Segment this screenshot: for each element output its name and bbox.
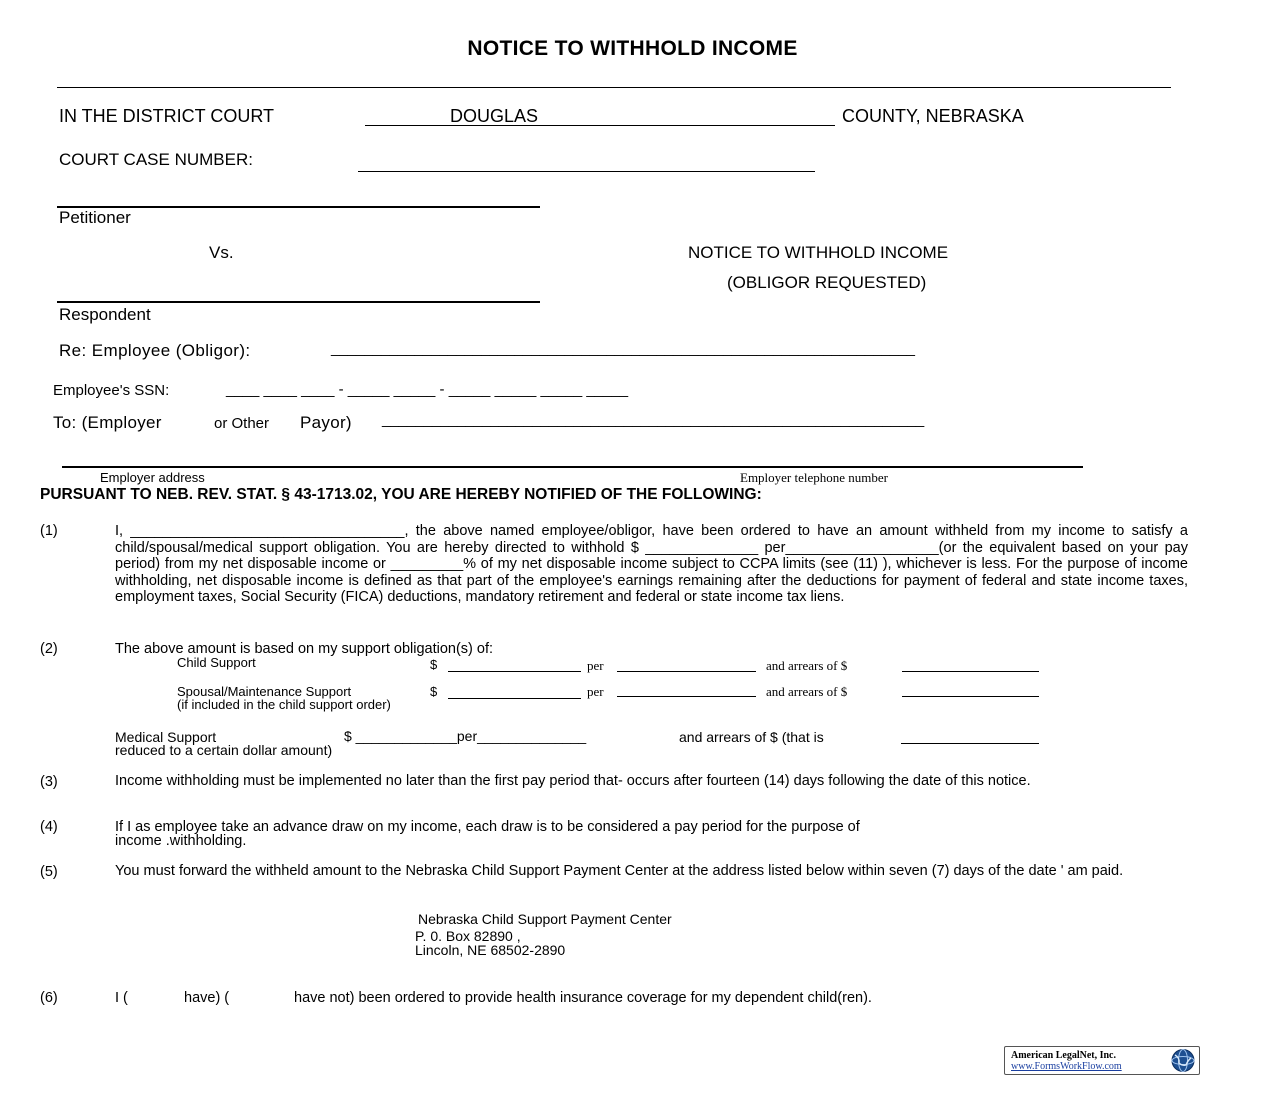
case-number-label: COURT CASE NUMBER: [59, 150, 253, 169]
item-5-text: You must forward the withheld amount to the Nebraska Child Support Payment Center at the address listed below within seven (7) days of the date ' am paid. [115, 863, 1124, 879]
item-3-text: Income withholding must be implemented no later than the first pay period that- occurs after fourteen (14) days following the date of this notice. [115, 773, 1031, 789]
document-title: NOTICE TO WITHHOLD INCOME [467, 37, 798, 60]
spousal-support-label: Spousal/Maintenance Support [177, 684, 352, 699]
item-6-number: (6) [40, 990, 58, 1006]
payment-center-city: Lincoln, NE 68502-2890 [415, 942, 566, 958]
child-support-dollar: $ [430, 657, 438, 672]
employer-address-field[interactable] [62, 466, 1083, 468]
item-5-number: (5) [40, 864, 58, 880]
medical-support-note: reduced to a certain dollar amount) [115, 742, 333, 758]
child-support-per: per [587, 658, 604, 673]
notice-title-right: NOTICE TO WITHHOLD INCOME [688, 243, 949, 262]
medical-support-field[interactable]: $ _____________per______________ [344, 728, 587, 744]
respondent-field[interactable] [57, 301, 540, 303]
medical-support-label: Medical Support [115, 729, 217, 745]
item-4-text-2: income .withholding. [115, 833, 247, 849]
county-value[interactable]: DOUGLAS [450, 106, 539, 126]
item-4-number: (4) [40, 819, 58, 835]
medical-support-arrears: and arrears of $ (that is [679, 729, 824, 745]
employer-phone-label: Employer telephone number [740, 470, 889, 485]
spousal-support-dollar: $ [430, 684, 438, 699]
medical-support-arrears-field[interactable] [901, 743, 1039, 744]
spousal-support-per-field[interactable] [617, 696, 756, 697]
notice-subtitle-right: (OBLIGOR REQUESTED) [727, 273, 927, 292]
spousal-support-arrears-field[interactable] [902, 696, 1039, 697]
court-suffix: COUNTY, NEBRASKA [842, 106, 1024, 126]
ssn-field[interactable]: ____ ____ ____ - _____ _____ - _____ _____ _____ _____ [226, 381, 629, 398]
globe-icon [1170, 1048, 1196, 1073]
child-support-amount-field[interactable] [448, 671, 581, 672]
spousal-support-note: (if included in the child support order) [177, 697, 391, 712]
item-6-text-b: have) ( [184, 990, 230, 1006]
child-support-per-field[interactable] [617, 671, 756, 672]
ssn-label: Employee's SSN: [53, 382, 170, 399]
petitioner-label: Petitioner [59, 208, 131, 227]
publisher-name: American LegalNet, Inc. [1011, 1050, 1116, 1061]
to-employer-label-or: or Other [214, 415, 270, 432]
item-3-number: (3) [40, 774, 58, 790]
child-support-arrears-field[interactable] [902, 671, 1039, 672]
court-prefix: IN THE DISTRICT COURT [59, 106, 275, 126]
spousal-support-amount-field[interactable] [448, 698, 581, 699]
respondent-label: Respondent [59, 305, 151, 324]
employer-address-label: Employer address [100, 470, 205, 485]
item-4-text-1: If I as employee take an advance draw on my income, each draw is to be considered a pay period for the purpose of [115, 819, 860, 835]
child-support-arrears: and arrears of $ [766, 658, 848, 673]
item-6-text-a: I ( [115, 990, 128, 1006]
employee-field[interactable]: ______________________________________________________________________ [331, 340, 915, 357]
item-2-text: The above amount is based on my support obligation(s) of: [115, 641, 494, 657]
publisher-url[interactable]: www.FormsWorkFlow.com [1011, 1061, 1122, 1072]
publisher-logo[interactable] [1004, 1046, 1200, 1075]
item-2-number: (2) [40, 641, 58, 657]
vs-label: Vs. [209, 243, 234, 262]
county-blank-line [365, 125, 835, 126]
item-1-number: (1) [40, 523, 58, 539]
item-1-text: I, __________________________________, the above named employee/obligor, have been ordered to have an amount withheld from my income to satisfy a child/spousal/medical support obligation. You are hereby directed to withhold $ ______________ per___________________(or the equivalent based on your pay period) from my net disposable income or _________% of my net disposable income subject to CCPA limits (see (11) ), whichever is less. For the purpose of income withholding, net disposable income is defined as that part of the employee's earnings remaining after the deductions for payment of federal and state income taxes, employment taxes, Social Security (FICA) deductions, mandatory retirement and federal or state income tax liens. [115, 523, 1188, 606]
payment-center-box: P. 0. Box 82890 , [415, 928, 521, 944]
to-employer-field[interactable]: _________________________________________________________________ [382, 411, 925, 428]
to-employer-label-1: To: (Employer [53, 413, 162, 432]
spousal-support-arrears: and arrears of $ [766, 684, 848, 699]
child-support-label: Child Support [177, 655, 256, 670]
item-6-text-c: have not) been ordered to provide health insurance coverage for my dependent child(ren). [294, 990, 872, 1006]
employee-label: Re: Employee (Obligor): [59, 341, 251, 360]
spousal-support-per: per [587, 684, 604, 699]
case-number-field[interactable] [358, 171, 815, 172]
pursuant-heading: PURSUANT TO NEB. REV. STAT. § 43-1713.02, YOU ARE HEREBY NOTIFIED OF THE FOLLOWING: [40, 486, 762, 503]
to-employer-label-2: Payor) [300, 413, 352, 432]
payment-center-name: Nebraska Child Support Payment Center [418, 911, 672, 927]
title-divider [57, 87, 1171, 88]
